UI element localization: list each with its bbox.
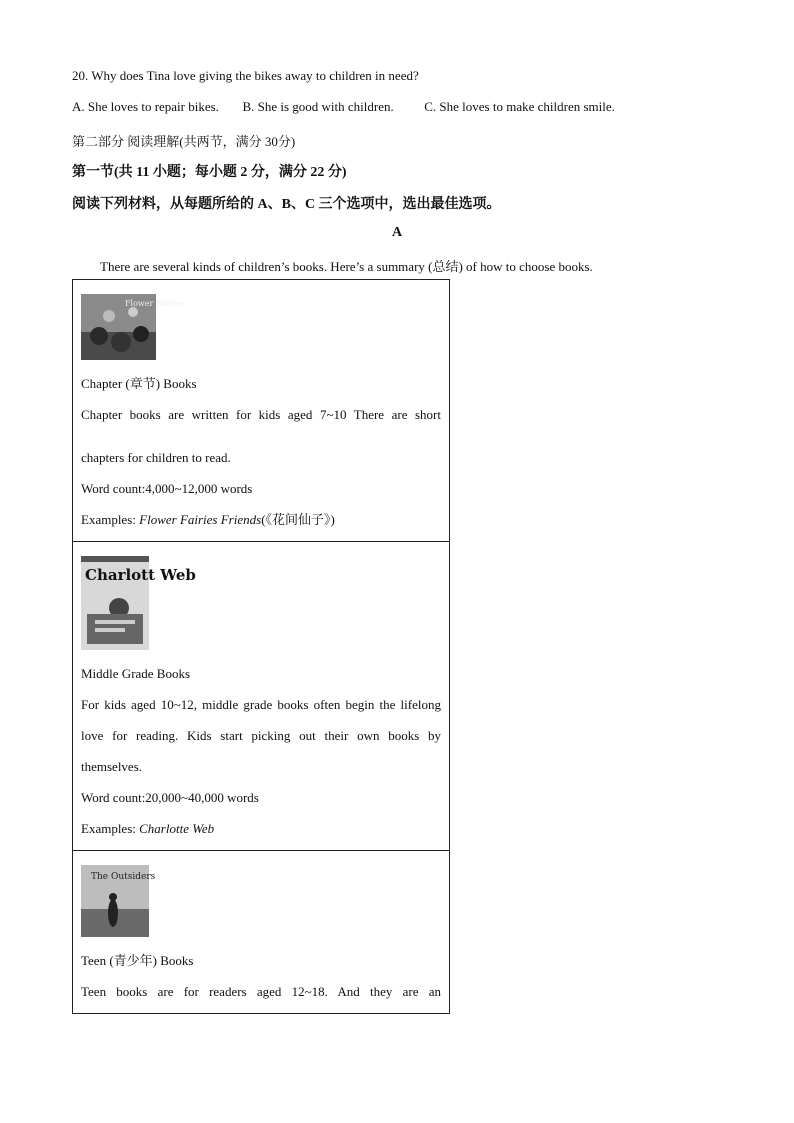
svg-text:Charlott Web: Charlott Web [85, 566, 196, 584]
table-row [73, 542, 450, 851]
book-heading: Teen (青少年) Books [81, 953, 194, 968]
book-description: themselves. [81, 759, 143, 774]
part-title: 第二部分 阅读理解(共两节，满分 30分) [72, 134, 296, 149]
passage-intro: There are several kinds of children’s books. Here’s a summary (总结) of how to choose books. [100, 259, 593, 274]
svg-text:The Outsiders: The Outsiders [91, 872, 156, 882]
books-table [72, 279, 450, 1014]
book-description: chapters for children to read. [81, 450, 231, 465]
question-stem: 20. Why does Tina love giving the bikes away to children in need? [72, 68, 419, 83]
book-examples: Examples: Flower Fairies Friends(《花间仙子》) [81, 512, 335, 527]
book-cover-image [81, 556, 196, 650]
book-description: Chapter books are written for kids aged 7~10 There are short [81, 407, 441, 422]
passage-letter: A [391, 225, 403, 240]
table-row [73, 280, 450, 542]
chapter-books-cell [73, 280, 450, 542]
book-examples: Examples: Charlotte Web [81, 821, 215, 836]
book-description: Teen books are for readers aged 12~18. And they are an [81, 984, 441, 999]
svg-text:Flower Fairies: Flower Fairies [125, 299, 184, 308]
book-description: For kids aged 10~12, middle grade books often begin the lifelong [81, 697, 441, 712]
option-c: C. She loves to make children smile. [424, 99, 615, 114]
word-count: Word count:4,000~12,000 words [81, 481, 253, 496]
middle-grade-books-cell [73, 542, 450, 851]
book-cover-image [81, 865, 156, 937]
teen-books-cell [73, 851, 450, 1014]
option-b: B. She is good with children. [242, 99, 394, 114]
instruction: 阅读下列材料，从每题所给的 A、B、C 三个选项中，选出最佳选项。 [72, 197, 501, 212]
book-cover-image [81, 294, 184, 360]
table-row [73, 851, 450, 1014]
section-title: 第一节(共 11 小题；每小题 2 分，满分 22 分) [72, 165, 347, 180]
book-description: love for reading. Kids start picking out their own books by [81, 728, 441, 743]
book-heading: Chapter (章节) Books [81, 376, 197, 391]
option-a: A. She loves to repair bikes. [72, 99, 219, 114]
question-options [72, 99, 615, 115]
book-heading: Middle Grade Books [81, 666, 191, 681]
word-count: Word count:20,000~40,000 words [81, 790, 259, 805]
